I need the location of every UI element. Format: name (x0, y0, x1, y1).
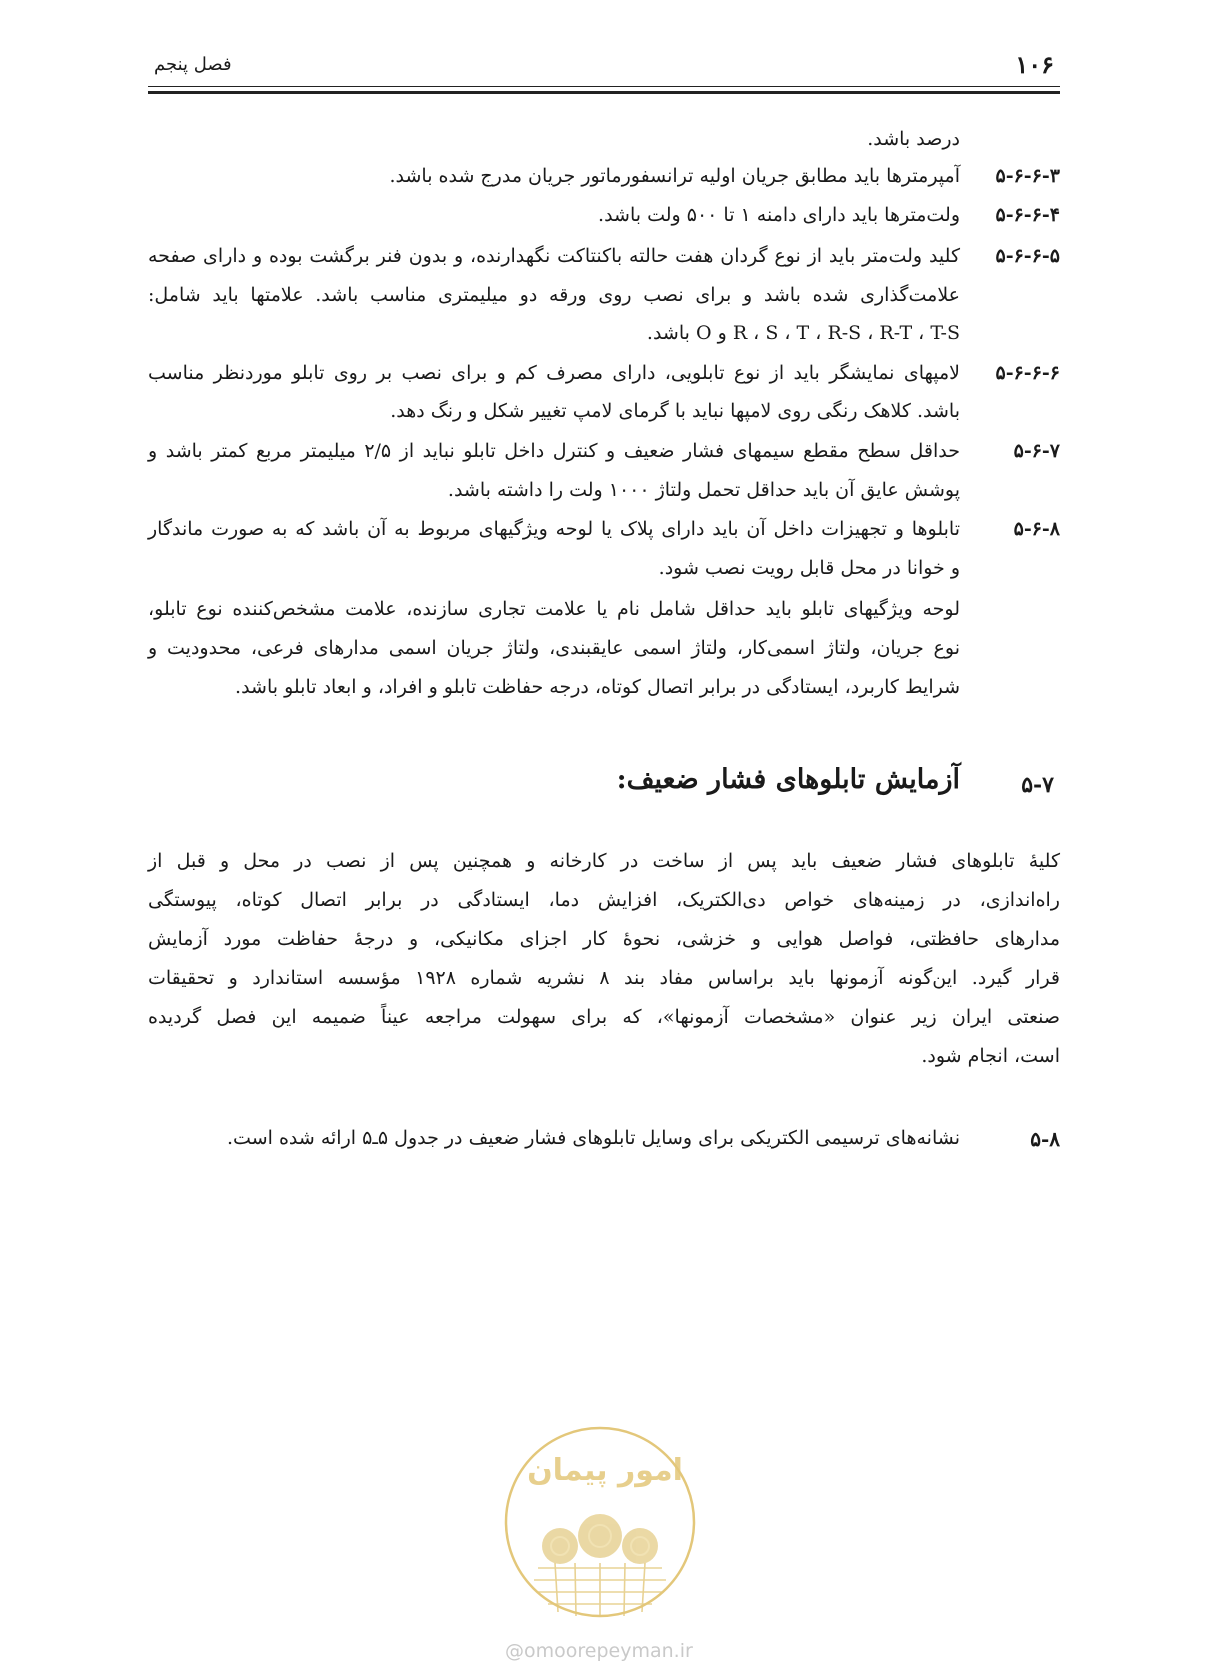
watermark-logo (500, 1418, 700, 1638)
header-rule-thick (148, 91, 1060, 94)
section-number: ۵-۸ (1030, 1127, 1060, 1151)
clause-line: حداقل سطح مقطع سیمهای فشار ضعیف و کنترل داخل تابلو نباید از ۲/۵ میلیمتر مربع کمتر باشد و (148, 440, 960, 462)
paragraph-line: راه‌اندازی، در زمینه‌های خواص دی‌الکتریک، افزایش دما، ایستادگی در برابر اتصال کوتاه، پیوستگی (148, 889, 1060, 911)
clause-line: آمپرمترها باید مطابق جریان اولیه ترانسفورماتور جریان مدرج شده باشد. (389, 165, 960, 187)
clause-line: درصد باشد. (867, 128, 960, 150)
clause-line: و خوانا در محل قابل رویت نصب شود. (658, 557, 960, 579)
paragraph-line: مدارهای حافظتی، فواصل هوایی و خزشی، نحوهٔ کار اجزای مکانیکی، و درجهٔ حفاظت مورد آزمایش (148, 928, 1060, 950)
section-8-text: نشانه‌های ترسیمی الکتریکی برای وسایل تابلوهای فشار ضعیف در جدول ۵ـ۵ ارائه شده است. (227, 1127, 960, 1149)
clause-line: تابلوها و تجهیزات داخل آن باید دارای پلاک یا لوحه ویژگیهای مربوط به آن باشد که به صورت ماندگار (148, 518, 960, 540)
clause-line: نوع جریان، ولتاژ اسمی‌کار، ولتاژ اسمی عایقبندی، ولتاژ جریان اسمی مدارهای فرعی، محدودیت و (148, 637, 960, 659)
paragraph-line: صنعتی ایران زیر عنوان «مشخصات آزمونها»، که برای سهولت مراجعه عیناً ضمیمه این فصل گردیده (148, 1006, 1060, 1028)
page-number: ۱۰۶ (1015, 50, 1054, 79)
paragraph-line: است، انجام شود. (921, 1045, 1060, 1067)
page-header (148, 48, 1060, 88)
header-rule-thin (148, 86, 1060, 87)
clause-number: ۵-۶-۶-۵ (995, 245, 1060, 267)
clause-line: کلید ولت‌متر باید از نوع گردان هفت حالته باکنتاکت نگهدارنده، و بدون فنر برگشت بوده و دارای صفحه (148, 245, 960, 267)
clause-line: R ، S ، T ، R-S ، R-T ، T-S و O باشد. (646, 322, 960, 344)
clause-line: لوحه ویژگیهای تابلو باید حداقل شامل نام یا علامت تجاری سازنده، علامت مشخص‌کننده نوع تابلو، (148, 598, 960, 620)
clause-line: شرایط کاربرد، ایستادگی در برابر اتصال کوتاه، درجه حفاظت تابلو و افراد، و ابعاد تابلو باشد. (235, 676, 960, 698)
paragraph-line: قرار گیرد. این‌گونه آزمونها باید براساس مفاد بند ۸ نشریه شماره ۱۹۲۸ مؤسسه استاندارد و تحقیقات (148, 967, 1061, 989)
clause-line: علامت‌گذاری شده باشد و برای نصب روی ورقه دو میلیمتری مناسب باشد. علامتها باید شامل: (148, 284, 960, 306)
clause-line: باشد. کلاهک رنگی روی لامپها نباید با گرمای لامپ تغییر شکل و رنگ دهد. (390, 400, 960, 422)
clause-number: ۵-۶-۶-۴ (995, 204, 1060, 226)
clause-number: ۵-۶-۸ (1013, 518, 1060, 540)
clause-number: ۵-۶-۷ (1013, 440, 1060, 462)
section-heading: آزمایش تابلوهای فشار ضعیف: (616, 764, 960, 795)
watermark-url: @omoorepeyman.ir (505, 1640, 693, 1662)
chapter-title: فصل پنجم (154, 54, 232, 75)
clause-number: ۵-۶-۶-۳ (995, 165, 1060, 187)
clause-line: پوشش عایق آن باید حداقل تحمل ولتاژ ۱۰۰۰ ولت را داشته باشد. (447, 479, 960, 501)
clause-number: ۵-۶-۶-۶ (995, 362, 1060, 384)
clause-line: لامپهای نمایشگر باید از نوع تابلویی، دارای مصرف کم و برای نصب بر روی تابلو موردنظر مناسب (148, 362, 960, 384)
section-number: ۵-۷ (1021, 772, 1054, 798)
watermark-logo-text: امور پیمان (527, 1453, 683, 1488)
clause-line: ولت‌مترها باید دارای دامنه ۱ تا ۵۰۰ ولت باشد. (598, 204, 960, 226)
paragraph-line: کلیهٔ تابلوهای فشار ضعیف باید پس از ساخت در کارخانه و همچنین پس از نصب در محل و قبل از (148, 850, 1060, 872)
